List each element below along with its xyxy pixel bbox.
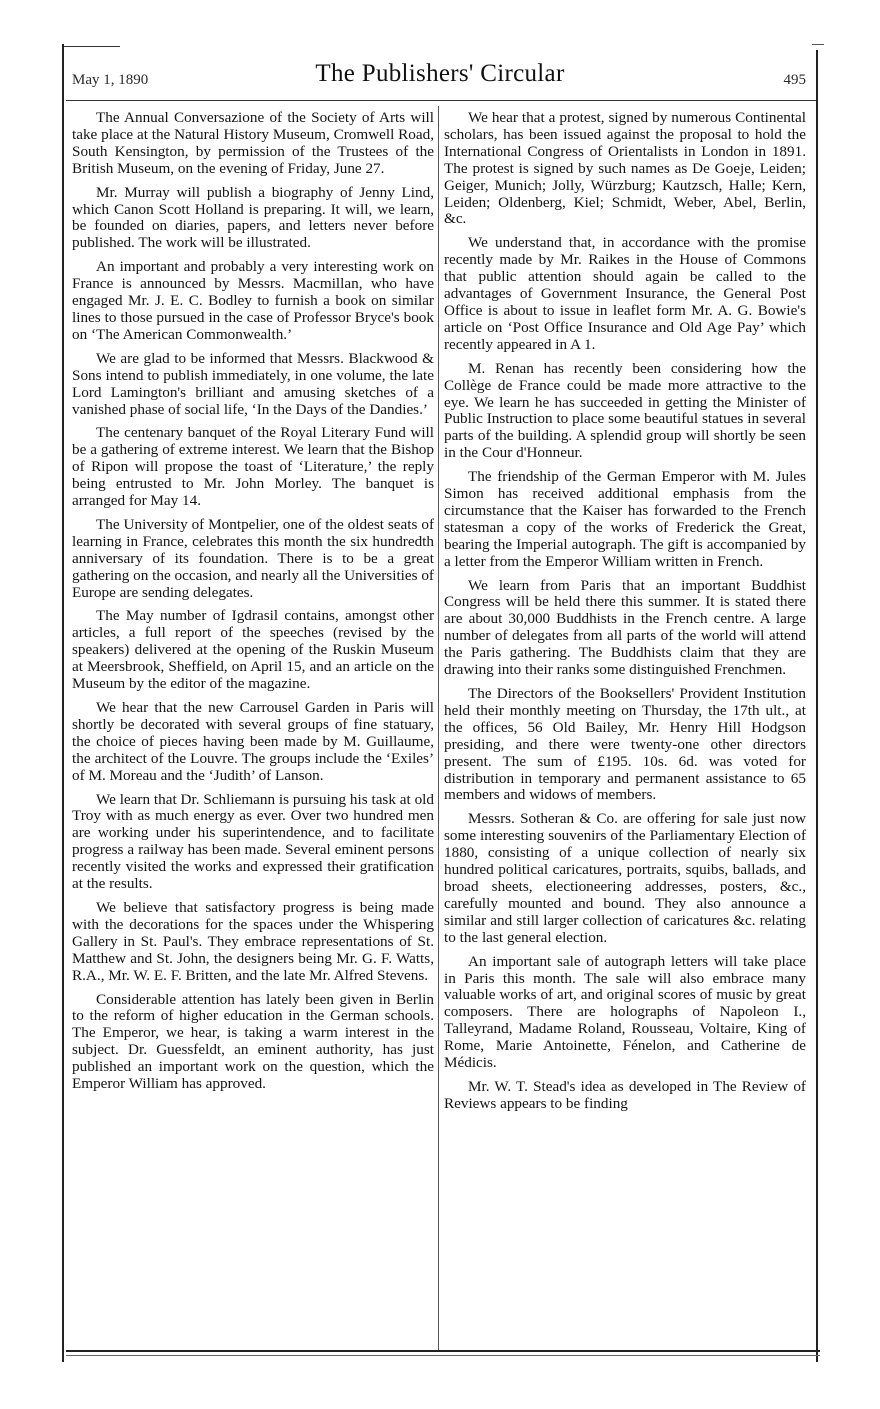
page-number: 495 [783, 72, 806, 88]
paragraph: We are glad to be informed that Messrs. Blackwood & Sons intend to publish immediately, in one volume, the late Lord Lamington's brilliant and amusing sketches of a vanished phase of social life, ‘In the Days of the Dandies.’ [72, 349, 434, 418]
paragraph: Messrs. Sotheran & Co. are offering for sale just now some interesting souvenirs of the Parliamentary Election of 1880, consisting of a unique collection of nearly six hundred political caricatures, portraits, squibs, ballads, and broad sheets, electioneering addresses, posters, &c., carefully mounted and bound. They also announce a similar and still larger collection of caricatures &c. relating to the last general election. [444, 810, 806, 946]
paragraph: M. Renan has recently been considering how the Collège de France could be made more attractive to the eye. We learn he has succeeded in getting the Minister of Public Instruction to place some beautiful statues in several parts of the building. A splendid group will shortly be seen in the Cour d'Honneur. [444, 359, 806, 462]
paragraph: We learn from Paris that an important Buddhist Congress will be held there this summer. It is stated there are about 30,000 Buddhists in the French centre. A large number of delegates from all parts of the world will attend the Paris gathering. The Buddhists claim that they are drawing into their ranks some distinguished Frenchmen. [444, 576, 806, 679]
paragraph: The May number of Igdrasil contains, amongst other articles, a full report of the speeches (revised by the speakers) delivered at the opening of the Ruskin Museum at Meersbrook, Sheffield, on April 15, and an article on the Museum by the editor of the magazine. [72, 607, 434, 693]
paragraph: Mr. W. T. Stead's idea as developed in The Review of Reviews appears to be finding [444, 1077, 806, 1112]
column-divider [438, 106, 439, 1350]
page-edge-top-right [812, 44, 824, 45]
footer-rule [66, 1350, 820, 1352]
page-edge-top [62, 46, 120, 47]
right-column [444, 110, 806, 1120]
paragraph: We hear that a protest, signed by numerous Continental scholars, has been issued against the proposal to hold the International Congress of Orientalists in London in 1891. The protest is signed by such names as De Goeje, Leiden; Geiger, Munich; Jolly, Würzburg; Kautzsch, Halle; Kern, Leiden; Oldenberg, Kiel; Schmidt, Weber, Abel, Berlin, &c. [444, 109, 806, 228]
paragraph: The Directors of the Booksellers' Provident Institution held their monthly meeting on Thursday, the 17th ult., at the offices, 56 Old Bailey, Mr. Henry Hill Hodgson presiding, and there were twenty-one other directors present. The sum of £195. 10s. 6d. was voted for distribution in temporary and permanent assistance to 65 members and widows of members. [444, 685, 806, 804]
footer-rule-thin [66, 1355, 820, 1356]
paragraph: We understand that, in accordance with the promise recently made by Mr. Raikes in the House of Commons that public attention should again be called to the advantages of Government Insurance, the General Post Office is about to issue in leaflet form Mr. A. G. Bowie's article on ‘Post Office Insurance and Old Age Pay’ which recently appeared in A 1. [444, 234, 806, 353]
publication-title: The Publishers' Circular [315, 60, 565, 87]
paragraph: Considerable attention has lately been given in Berlin to the reform of higher education in the German schools. The Emperor, we hear, is taking a warm interest in the subject. Dr. Guessfeldt, an eminent authority, has just published an important work on the question, which the Emperor William has approved. [72, 990, 434, 1093]
issue-date: May 1, 1890 [72, 72, 149, 88]
paragraph: The friendship of the German Emperor with M. Jules Simon has received additional emphasis from the circumstance that the Kaiser has forwarded to the French statesman a copy of the works of Frederick the Great, bearing the Imperial autograph. The gift is accompanied by a letter from the Emperor William written in French. [444, 468, 806, 570]
page-edge-left [62, 44, 64, 1362]
paragraph: The Annual Conversazione of the Society of Arts will take place at the Natural History Museum, Cromwell Road, South Kensington, by permission of the Trustees of the British Museum, on the evening of Friday, June 27. [72, 109, 434, 177]
page-edge-right [816, 50, 818, 1362]
paragraph: An important sale of autograph letters will take place in Paris this month. The sale will also embrace many valuable works of art, and original scores of music by great composers. There are holographs of Napoleon I., Talleyrand, Madame Roland, Rousseau, Voltaire, King of Rome, Marie Antoinette, Fénelon, and Catherine de Médicis. [444, 952, 806, 1072]
page-header [70, 58, 810, 98]
paragraph: An important and probably a very interesting work on France is announced by Messrs. Macmillan, who have engaged Mr. J. E. C. Bodley to furnish a book on similar lines to those pursued in the case of Professor Bryce's book on ‘The American Commonwealth.’ [72, 258, 434, 343]
paragraph: The University of Montpelier, one of the oldest seats of learning in France, celebrates this month the six hundredth anniversary of its foundation. There is to be a great gathering on the occasion, and nearly all the Universities of Europe are sending delegates. [72, 515, 434, 601]
paragraph: We learn that Dr. Schliemann is pursuing his task at old Troy with as much energy as ever. Over two hundred men are working under his superintendence, and to facilitate progress a railway has been made. Several eminent persons recently visited the works and expressed their gratification at the results. [72, 790, 434, 893]
paragraph: We believe that satisfactory progress is being made with the decorations for the spaces under the Whispering Gallery in St. Paul's. They embrace representations of St. Matthew and St. John, the designers being Mr. G. F. Watts, R.A., Mr. W. E. F. Britten, and the late Mr. Alfred Stevens. [72, 898, 434, 984]
paragraph: The centenary banquet of the Royal Literary Fund will be a gathering of extreme interest. We learn that the Bishop of Ripon will propose the toast of ‘Literature,’ the reply being entrusted to Mr. John Morley. The banquet is arranged for May 14. [72, 424, 434, 510]
header-rule [66, 100, 816, 101]
paragraph: We hear that the new Carrousel Garden in Paris will shortly be decorated with several groups of fine statuary, the choice of pieces having been made by M. Guillaume, the architect of the Louvre. The groups include the ‘Exiles’ of M. Moreau and the ‘Judith’ of Lanson. [72, 699, 434, 784]
paragraph: Mr. Murray will publish a biography of Jenny Lind, which Canon Scott Holland is preparing. It will, we learn, be founded on diaries, papers, and letters never before published. The work will be illustrated. [72, 183, 434, 252]
left-column [72, 110, 434, 1100]
